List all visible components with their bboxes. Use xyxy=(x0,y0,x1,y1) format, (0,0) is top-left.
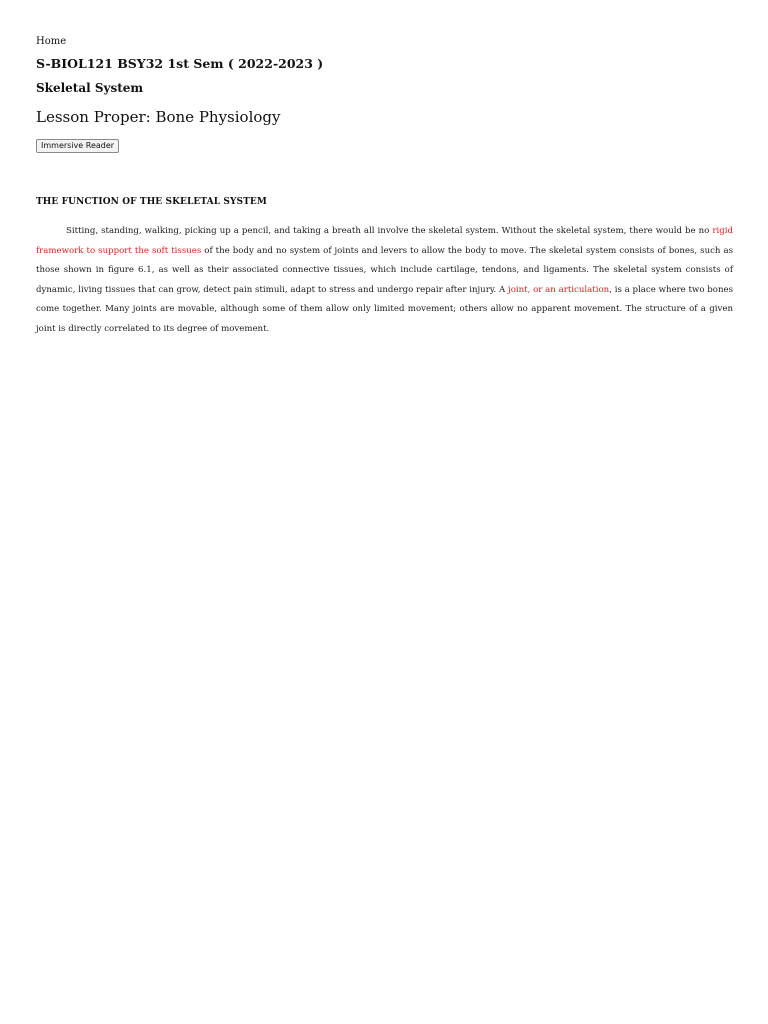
immersive-reader-button[interactable]: Immersive Reader xyxy=(36,139,119,153)
lesson-paragraph xyxy=(36,222,733,339)
content-heading: THE FUNCTION OF THE SKELETAL SYSTEM xyxy=(36,197,267,207)
paragraph-text-part-1: Sitting, standing, walking, picking up a pencil, and taking a breath all involve the skeletal system. Without the skeletal system, there would be no xyxy=(66,226,713,236)
paragraph-text-part-2: of the body and no system of joints and levers to allow the body to move. The skeletal system consists of bones, such as those shown in figure 6.1, as well as their associated connective tissues, which include cartilage, tendons, and ligaments. The skeletal system consists of dynamic, living tissues that can grow, detect pain stimuli, adapt to stress and undergo repair after injury. A xyxy=(36,245,734,295)
highlighted-term-rigid-framework: rigid framework to support the soft tissues xyxy=(36,226,733,256)
breadcrumb-home-link[interactable]: Home xyxy=(36,36,67,47)
highlighted-term-joint: joint, or an articulation xyxy=(508,284,610,295)
paragraph-text-part-3: , is a place where two bones come together. Many joints are movable, although some of them allow only limited movement; others allow no apparent movement. The structure of a given joint is directly correlated to its degree of movement. xyxy=(36,284,733,334)
section-title: Skeletal System xyxy=(36,81,144,95)
course-title: S-BIOL121 BSY32 1st Sem ( 2022-2023 ) xyxy=(36,56,324,71)
lesson-title: Lesson Proper: Bone Physiology xyxy=(36,108,281,126)
